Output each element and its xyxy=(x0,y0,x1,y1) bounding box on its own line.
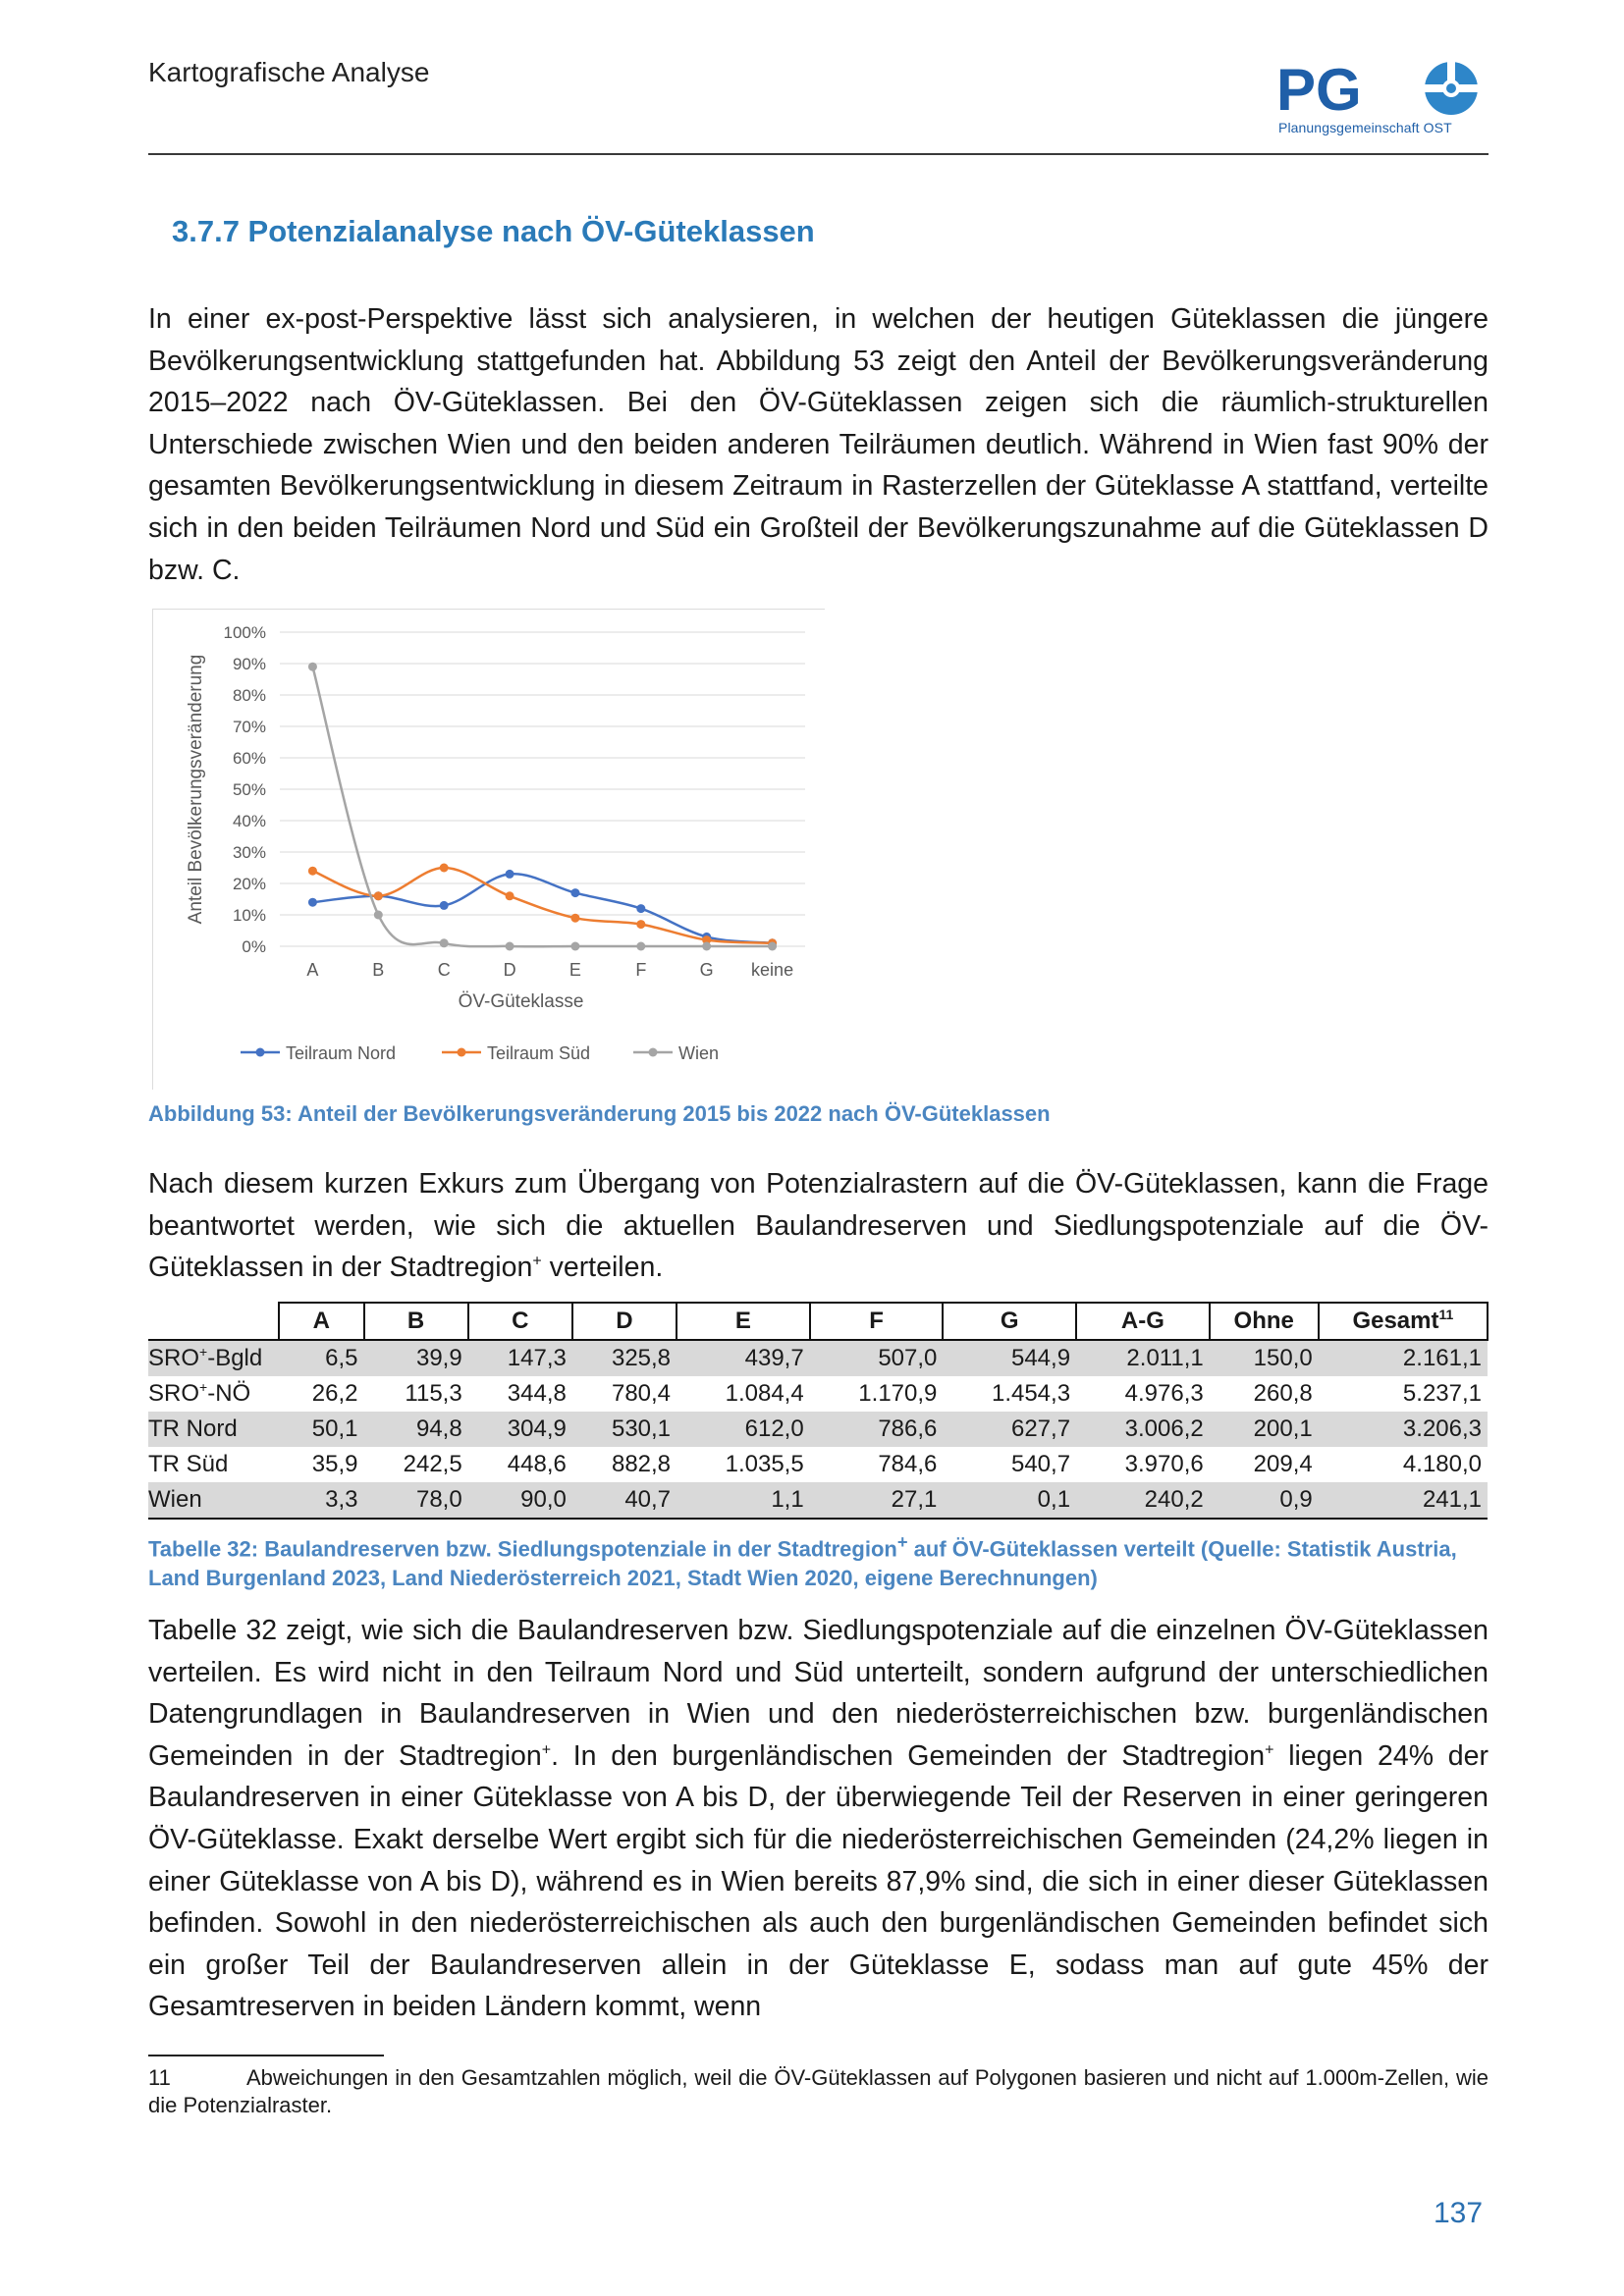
x-tick-label: A xyxy=(306,960,319,980)
y-tick-label: 50% xyxy=(232,780,266,799)
table-cell: 5.237,1 xyxy=(1402,1380,1482,1407)
x-tick-label: B xyxy=(372,960,385,980)
table-row xyxy=(148,1447,1488,1482)
row-label-suffix: -Bgld xyxy=(207,1345,263,1371)
series-line xyxy=(312,868,772,943)
column-header: G xyxy=(943,1303,1076,1340)
page-number: 137 xyxy=(1434,2197,1484,2229)
column-header: A-G xyxy=(1076,1303,1210,1340)
superscript-plus: + xyxy=(541,1741,552,1759)
column-header: E xyxy=(677,1303,810,1340)
table-cell: 240,2 xyxy=(1076,1482,1210,1519)
footnote-marker: 11 xyxy=(1438,1307,1454,1322)
row-label-text: Wien xyxy=(148,1486,202,1513)
table-header-row xyxy=(148,1303,1488,1340)
y-tick-label: 30% xyxy=(232,843,266,862)
data-point xyxy=(506,942,514,951)
table-cell: 1.454,3 xyxy=(991,1380,1071,1407)
table-cell: 0,1 xyxy=(943,1482,1076,1519)
row-label-text: TR Süd xyxy=(148,1451,229,1477)
paragraph-transition-text: Nach diesem kurzen Exkurs zum Übergang von Potenzialrastern auf die ÖV-Güteklassen, kann die Frage beantwortet werden, wie sich die aktuellen Baulandreserven und Siedlungspotenziale auf die ÖV-Güteklassen in der Stadtregion xyxy=(148,1168,1489,1284)
y-tick-label: 60% xyxy=(232,749,266,768)
table-cell: 241,1 xyxy=(1319,1482,1488,1519)
table-row xyxy=(148,1412,1488,1447)
planungsgemeinschaft-logo xyxy=(1276,59,1488,147)
y-tick-label: 40% xyxy=(232,812,266,830)
data-point xyxy=(768,942,777,951)
row-label-text: SRO xyxy=(148,1380,200,1407)
x-tick-label: E xyxy=(568,960,581,980)
table-cell: 3.970,6 xyxy=(1124,1451,1204,1477)
column-header: C xyxy=(468,1303,572,1340)
table-cell: 2.161,1 xyxy=(1319,1340,1488,1376)
legend-label: Teilraum Nord xyxy=(286,1043,397,1063)
y-tick-label: 100% xyxy=(223,623,266,642)
table-cell: 507,0 xyxy=(810,1340,944,1376)
table-row xyxy=(148,1340,1488,1376)
table-cell: 612,0 xyxy=(677,1412,810,1447)
y-tick-label: 80% xyxy=(232,686,266,705)
superscript-plus: + xyxy=(532,1253,542,1270)
legend-label: Teilraum Süd xyxy=(487,1043,591,1063)
superscript-plus: + xyxy=(199,1344,208,1360)
footnote xyxy=(148,2064,1489,2119)
superscript-plus: + xyxy=(1265,1741,1274,1759)
data-point xyxy=(308,867,317,876)
table-cell: 260,8 xyxy=(1253,1380,1313,1407)
table-cell: 1.084,4 xyxy=(725,1380,804,1407)
table-cell: 4.180,0 xyxy=(1402,1451,1482,1477)
paragraph-text: liegen 24% der Baulandreserven in einer Güteklasse von A bis D, der überwiegende Teil der Reserven in einer geringeren ÖV-Güteklasse. Exakt derselbe Wert ergibt sich für die niederösterreichischen Gemeinden (24,2% liegen in einer Güteklasse von A bis D), während es in Wien bereits 87,9% sind, die sich in einer dieser Güteklassen befinden. Sowohl in den niederösterreichischen als auch den burgenländischen Gemeinden befindet sich ein großer Teil der Baulandreserven allein in der Güteklasse E, sodass man auf gute 45% der Gesamtreserven in beiden Ländern kommt, wenn xyxy=(148,1739,1489,2023)
table-cell: 448,6 xyxy=(507,1451,567,1477)
y-axis-title: Anteil Bevölkerungsveränderung xyxy=(186,654,206,925)
table-cell: 4.976,3 xyxy=(1124,1380,1204,1407)
table-cell: 39,9 xyxy=(364,1340,468,1376)
table-cell: 540,7 xyxy=(1010,1451,1071,1477)
table-cell: 344,8 xyxy=(507,1380,567,1407)
table-cell: 209,4 xyxy=(1253,1451,1313,1477)
data-point xyxy=(374,891,383,900)
footnote-divider xyxy=(148,2055,384,2056)
data-point xyxy=(308,898,317,907)
legend-marker xyxy=(256,1048,265,1057)
table-cell: 3.006,2 xyxy=(1076,1412,1210,1447)
table-cell: 3.206,3 xyxy=(1319,1412,1488,1447)
table-corner-cell xyxy=(148,1303,279,1340)
footnote-number: 11 xyxy=(148,2065,171,2090)
header-divider xyxy=(148,153,1489,155)
line-chart xyxy=(152,609,825,1090)
row-label xyxy=(148,1412,279,1447)
data-point xyxy=(570,888,579,897)
y-tick-label: 10% xyxy=(232,906,266,925)
table-cell: 0,9 xyxy=(1210,1482,1319,1519)
table-cell: 325,8 xyxy=(572,1340,677,1376)
x-tick-label: keine xyxy=(751,960,794,980)
superscript-plus: + xyxy=(199,1379,208,1395)
data-point xyxy=(636,904,645,913)
row-label-text: TR Nord xyxy=(148,1415,238,1442)
table-cell: 27,1 xyxy=(810,1482,944,1519)
column-header: Ohne xyxy=(1210,1303,1319,1340)
table-row xyxy=(148,1376,1488,1412)
table-caption-text: Tabelle 32: Baulandreserven bzw. Siedlungspotenziale in der Stadtregion xyxy=(148,1536,897,1562)
data-point xyxy=(374,911,383,920)
figure-caption: Abbildung 53: Anteil der Bevölkerungsveränderung 2015 bis 2022 nach ÖV-Güteklassen xyxy=(148,1101,1051,1126)
paragraph-transition-end: verteilen. xyxy=(541,1252,664,1284)
x-axis-title: ÖV-Güteklasse xyxy=(458,991,584,1012)
y-tick-label: 0% xyxy=(242,937,266,956)
table-cell: 627,7 xyxy=(943,1412,1076,1447)
row-label xyxy=(148,1482,279,1519)
x-tick-label: G xyxy=(699,960,714,980)
data-point xyxy=(440,864,449,873)
data-point xyxy=(308,663,317,671)
data-point xyxy=(506,870,514,879)
table-cell: 200,1 xyxy=(1210,1412,1319,1447)
table-cell: 1.035,5 xyxy=(725,1451,804,1477)
legend-label: Wien xyxy=(678,1043,720,1063)
table-cell: 544,9 xyxy=(943,1340,1076,1376)
section-heading: 3.7.7 Potenzialanalyse nach ÖV-Güteklassen xyxy=(172,214,815,248)
x-tick-label: D xyxy=(503,960,516,980)
table-cell: 115,3 xyxy=(405,1380,462,1407)
legend-marker xyxy=(458,1048,466,1057)
table-cell: 26,2 xyxy=(311,1380,358,1407)
superscript-plus: + xyxy=(896,1531,908,1552)
table-cell: 2.011,1 xyxy=(1076,1340,1210,1376)
table-cell: 882,8 xyxy=(611,1451,672,1477)
running-header-title: Kartografische Analyse xyxy=(148,57,430,87)
table-cell: 78,0 xyxy=(364,1482,468,1519)
paragraph-table-discussion xyxy=(148,1610,1489,2028)
table-cell: 94,8 xyxy=(364,1412,468,1447)
total-header-label: Gesamt xyxy=(1352,1308,1439,1334)
x-tick-label: C xyxy=(437,960,451,980)
legend-marker xyxy=(649,1048,658,1057)
logo-text: PG xyxy=(1276,59,1362,120)
table-cell: 784,6 xyxy=(878,1451,938,1477)
table-row xyxy=(148,1482,1488,1519)
y-tick-label: 90% xyxy=(232,655,266,673)
paragraph-transition xyxy=(148,1163,1489,1289)
data-point xyxy=(440,901,449,910)
table-caption-source: auf ÖV-Güteklassen verteilt (Quelle: Statistik Austria, Land Burgenland 2023, Land Niederösterreich 2021, Stadt Wien 2020, eigene Berechnungen) xyxy=(148,1536,1457,1591)
table-cell: 786,6 xyxy=(810,1412,944,1447)
row-label-suffix: -NÖ xyxy=(207,1380,251,1407)
data-point xyxy=(702,942,711,951)
row-label xyxy=(148,1447,279,1482)
data-point xyxy=(636,942,645,951)
data-point xyxy=(570,942,579,951)
row-label xyxy=(148,1376,279,1412)
y-tick-label: 70% xyxy=(232,718,266,736)
table-cell: 780,4 xyxy=(611,1380,672,1407)
data-point xyxy=(636,920,645,929)
table-cell: 50,1 xyxy=(279,1412,364,1447)
row-label-text: SRO xyxy=(148,1345,200,1371)
paragraph-text: Tabelle 32 zeigt, wie sich die Baulandreserven bzw. Siedlungspotenziale auf die einzelnen ÖV-Güteklassen verteilen. Es wird nicht in den Teilraum Nord und Süd unterteilt, sondern aufgrund der unterschiedlichen Datengrundlagen in Baulandreserven in Wien und den niederösterreichischen bzw. burgenländischen Gemeinden in der Stadtregion xyxy=(148,1615,1489,1772)
table-cell: 3,3 xyxy=(279,1482,364,1519)
table-cell: 304,9 xyxy=(468,1412,572,1447)
column-header: D xyxy=(572,1303,677,1340)
table-cell: 1,1 xyxy=(677,1482,810,1519)
table-cell: 530,1 xyxy=(572,1412,677,1447)
y-tick-label: 20% xyxy=(232,875,266,893)
data-point xyxy=(506,891,514,900)
table-cell: 242,5 xyxy=(403,1451,462,1477)
table-cell: 35,9 xyxy=(311,1451,358,1477)
table-cell: 90,0 xyxy=(468,1482,572,1519)
table-cell: 6,5 xyxy=(279,1340,364,1376)
column-header: A xyxy=(279,1303,364,1340)
logo-graphic xyxy=(1276,59,1488,120)
column-header: F xyxy=(810,1303,944,1340)
column-header: B xyxy=(364,1303,468,1340)
logo-subtitle: Planungsgemeinschaft OST xyxy=(1278,120,1452,135)
column-header-total xyxy=(1319,1303,1488,1340)
paragraph-intro: In einer ex-post-Perspektive lässt sich analysieren, in welchen der heutigen Güteklassen die jüngere Bevölkerungsentwicklung stattgefunden hat. Abbildung 53 zeigt den Anteil der Bevölkerungsveränderung 2015–2022 nach ÖV-Güteklassen. Bei den ÖV-Güteklassen zeigen sich die räumlich-strukturellen Unterschiede zwischen Wien und den beiden anderen Teilräumen deutlich. Während in Wien fast 90% der gesamten Bevölkerungsentwicklung in diesem Zeitraum in Rasterzellen der Güteklasse A stattfand, verteilte sich in den beiden Teilräumen Nord und Süd ein Großteil der Bevölkerungszunahme auf die Güteklassen D bzw. C. xyxy=(148,303,1489,586)
paragraph-text: . In den burgenländischen Gemeinden der Stadtregion xyxy=(551,1739,1266,1772)
data-point xyxy=(440,938,449,947)
footnote-text: Abweichungen in den Gesamtzahlen möglich, weil die ÖV-Güteklassen auf Polygonen basieren und nicht auf 1.000m-Zellen, wie die Potenzialraster. xyxy=(148,2065,1489,2117)
table-cell: 1.170,9 xyxy=(858,1380,938,1407)
x-tick-label: F xyxy=(635,960,647,980)
series-line xyxy=(312,667,772,946)
table-cell: 150,0 xyxy=(1210,1340,1319,1376)
row-label xyxy=(148,1340,279,1376)
table-cell: 147,3 xyxy=(468,1340,572,1376)
data-point xyxy=(570,914,579,923)
table-caption xyxy=(148,1527,1489,1593)
table-cell: 439,7 xyxy=(677,1340,810,1376)
table-cell: 40,7 xyxy=(572,1482,677,1519)
baulandreserven-table xyxy=(148,1302,1489,1520)
